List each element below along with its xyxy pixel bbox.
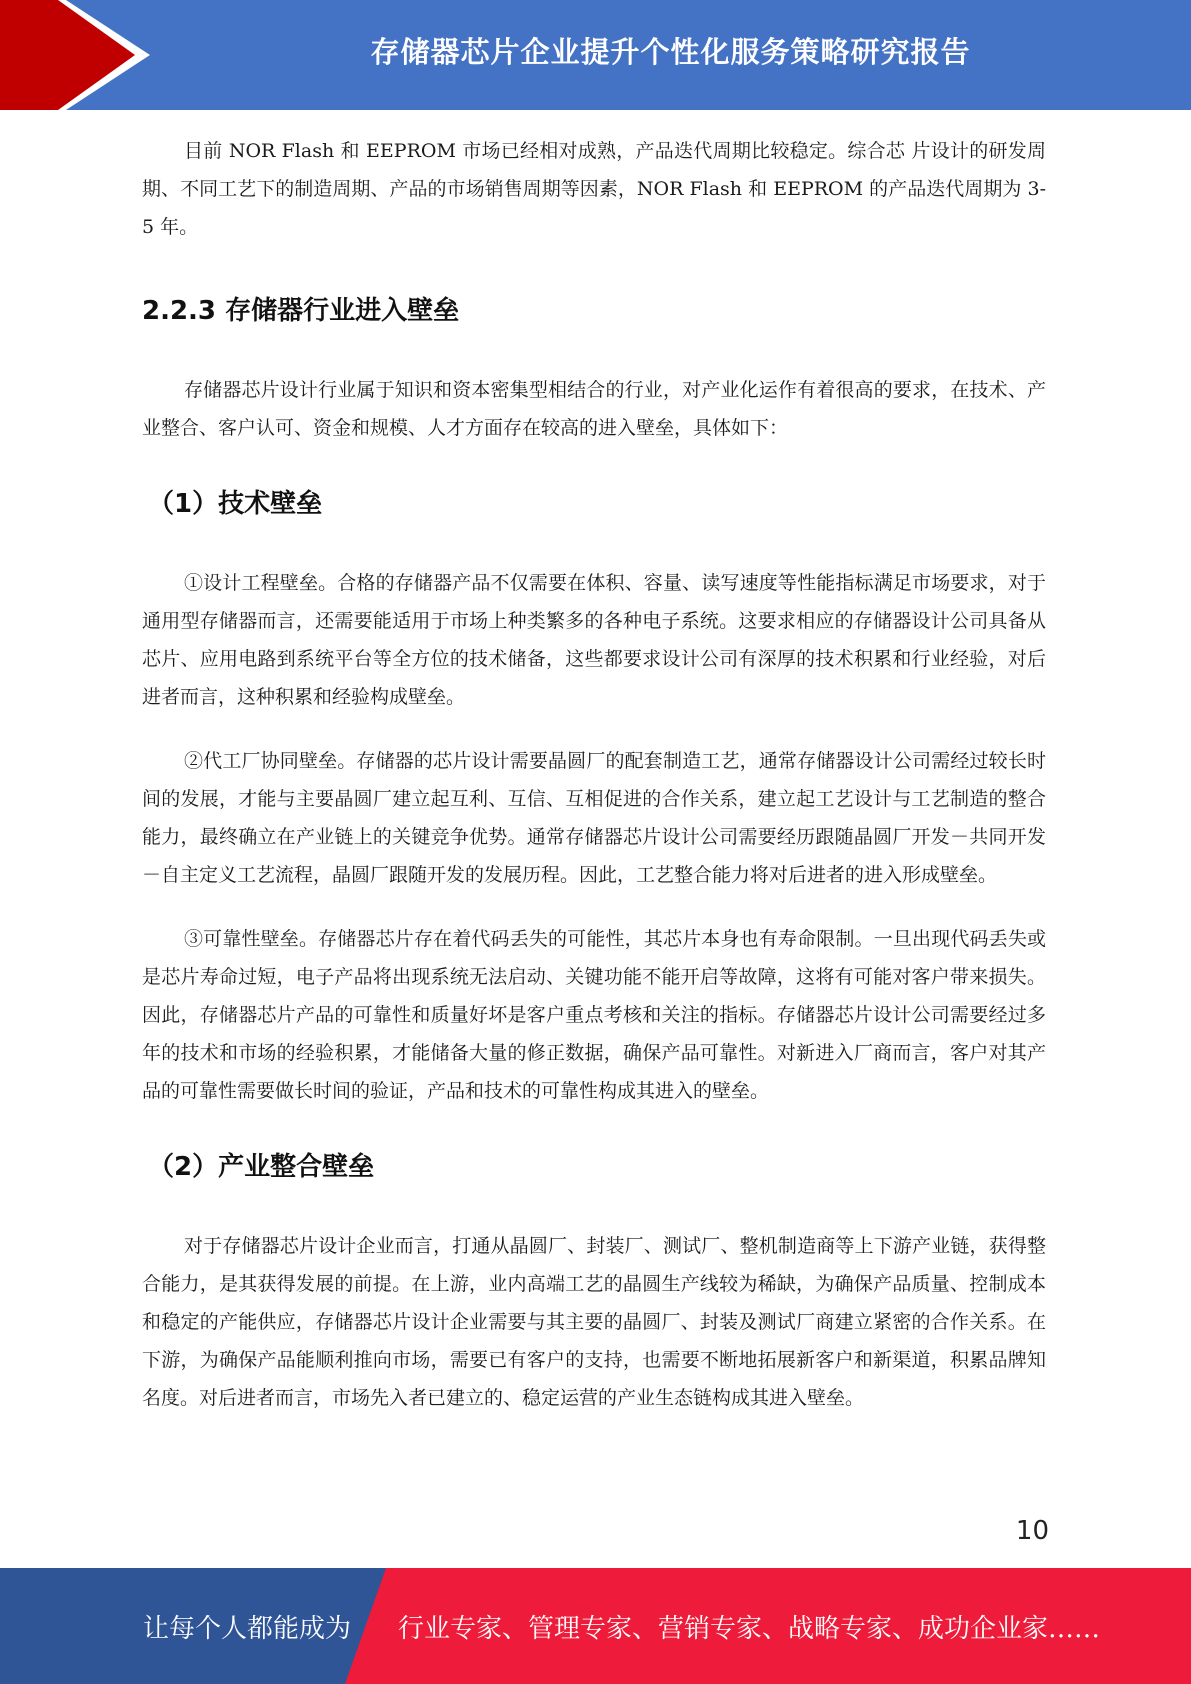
report-title: 存储器芯片企业提升个性化服务策略研究报告 [370, 34, 971, 69]
paragraph: ①设计工程壁垒。合格的存储器产品不仅需要在体积、容量、读写速度等性能指标满足市场要求，对于通用型存储器而言，还需要能适用于市场上种类繁多的各种电子系统。这要求相应的存储器设计公司具备从芯片、应用电路到系统平台等全方位的技术储备，这些都要求设计公司有深厚的技术积累和行业经验，对后进者而言，这种积累和经验构成壁垒。 [142, 572, 1046, 708]
subheading-technology-barrier: （1）技术壁垒 [148, 489, 323, 519]
subheading-industry-integration-barrier: （2）产业整合壁垒 [148, 1152, 375, 1182]
page-header [0, 0, 1191, 110]
paragraph: 对于存储器芯片设计企业而言，打通从晶圆厂、封装厂、测试厂、整机制造商等上下游产业链，获得整合能力，是其获得发展的前提。在上游，业内高端工艺的晶圆生产线较为稀缺，为确保产品质量、控制成本和稳定的产能供应，存储器芯片设计企业需要与其主要的晶圆厂、封装及测试厂商建立紧密的合作关系。在下游，为确保产品能顺利推向市场，需要已有客户的支持，也需要不断地拓展新客户和新渠道，积累品牌知名度。对后进者而言，市场先入者已建立的、稳定运营的产业生态链构成其进入壁垒。 [142, 1235, 1046, 1409]
footer-slogan-right: 行业专家、管理专家、营销专家、战略专家、成功企业家…… [398, 1613, 1101, 1644]
page-content [142, 132, 1046, 1417]
paragraph: ②代工厂协同壁垒。存储器的芯片设计需要晶圆厂的配套制造工艺，通常存储器设计公司需经过较长时间的发展，才能与主要晶圆厂建立起互利、互信、互相促进的合作关系，建立起工艺设计与工艺制造的整合能力，最终确立在产业链上的关键竞争优势。通常存储器芯片设计公司需要经历跟随晶圆厂开发－共同开发－自主定义工艺流程，晶圆厂跟随开发的发展历程。因此，工艺整合能力将对后进者的进入形成壁垒。 [142, 750, 1046, 886]
page-footer [0, 1568, 1191, 1684]
section-heading: 2.2.3 存储器行业进入壁垒 [142, 296, 460, 326]
paragraph: 存储器芯片设计行业属于知识和资本密集型相结合的行业，对产业化运作有着很高的要求，在技术、产业整合、客户认可、资金和规模、人才方面存在较高的进入壁垒，具体如下： [142, 379, 1046, 439]
paragraph: ③可靠性壁垒。存储器芯片存在着代码丢失的可能性，其芯片本身也有寿命限制。一旦出现代码丢失或是芯片寿命过短，电子产品将出现系统无法启动、关键功能不能开启等故障，这将有可能对客户带来损失。因此，存储器芯片产品的可靠性和质量好坏是客户重点考核和关注的指标。存储器芯片设计公司需要经过多年的技术和市场的经验积累，才能储备大量的修正数据，确保产品可靠性。对新进入厂商而言，客户对其产品的可靠性需要做长时间的验证，产品和技术的可靠性构成其进入的壁垒。 [142, 928, 1046, 1102]
paragraph: 目前 NOR Flash 和 EEPROM 市场已经相对成熟，产品迭代周期比较稳定。综合芯 片设计的研发周期、不同工艺下的制造周期、产品的市场销售周期等因素，NOR Flash 和 EEPROM 的产品迭代周期为 3-5 年。 [142, 140, 1046, 238]
page-number: 10 [1015, 1516, 1049, 1546]
chevron-arrow-icon [0, 0, 150, 110]
footer-slogan-left: 让每个人都能成为 [143, 1613, 352, 1644]
